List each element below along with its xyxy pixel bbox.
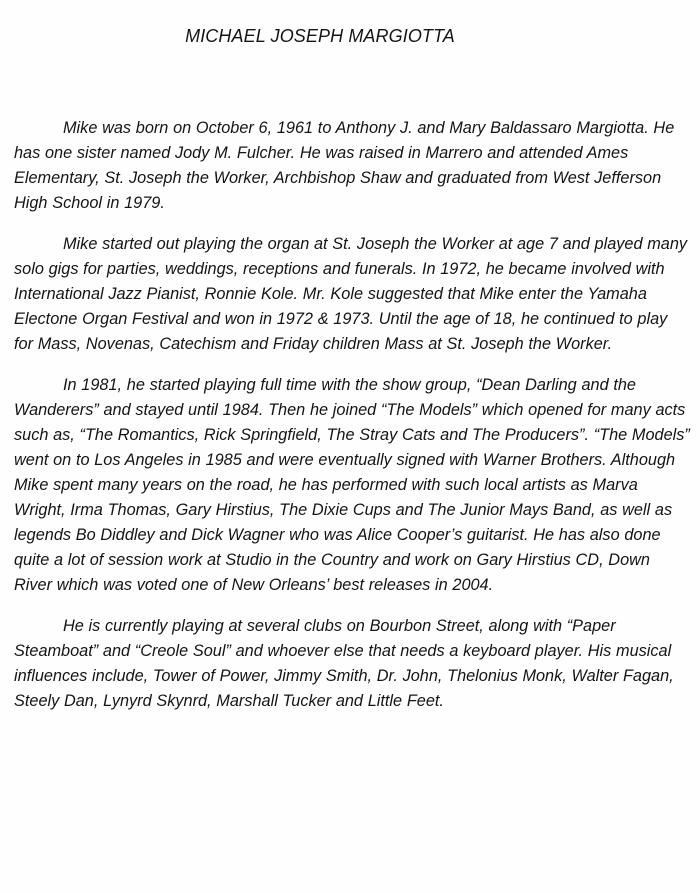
paragraph-early-life: Mike was born on October 6, 1961 to Anthony J. and Mary Baldassaro Margiotta. He has one sister named Jody M. Fulcher. He was raised in Marrero and attended Ames Elementary, St. Joseph the Worker, Archbishop Shaw and graduated from West Jefferson High School in 1979. [14,119,675,212]
paragraph-band-career: In 1981, he started playing full time with the show group, “Dean Darling and the Wanderers” and stayed until 1984. Then he joined “The Models” which opened for many acts such as, “The Romantics, Rick Springfield, The Stray Cats and The Producers”. “The Models” went on to Los Angeles in 1985 and were eventually signed with Warner Brothers. Although Mike spent many years on the road, he has performed with such local artists as Marva Wright, Irma Thomas, Gary Hirstius, The Dixie Cups and The Junior Mays Band, as well as legends Bo Diddley and Dick Wagner who was Alice Cooper’s guitarist. He has also done quite a lot of session work at Studio in the Country and work on Gary Hirstius CD, Down River which was voted one of New Orleans’ best releases in 2004. [14,376,690,594]
document-body [14,116,690,730]
paragraph-organ-beginnings: Mike started out playing the organ at St. Joseph the Worker at age 7 and played many solo gigs for parties, weddings, receptions and funerals. In 1972, he became involved with International Jazz Pianist, Ronnie Kole. Mr. Kole suggested that Mike enter the Yamaha Electone Organ Festival and won in 1972 & 1973. Until the age of 18, he continued to play for Mass, Novenas, Catechism and Friday children Mass at St. Joseph the Worker. [14,235,688,353]
document-title: MICHAEL JOSEPH MARGIOTTA [185,26,455,46]
paragraph-current-work: He is currently playing at several clubs on Bourbon Street, along with “Paper Steamboat” and “Creole Soul” and whoever else that needs a keyboard player. His musical influences include, Tower of Power, Jimmy Smith, Dr. John, Thelonius Monk, Walter Fagan, Steely Dan, Lynyrd Skynrd, Marshall Tucker and Little Feet. [14,617,674,710]
